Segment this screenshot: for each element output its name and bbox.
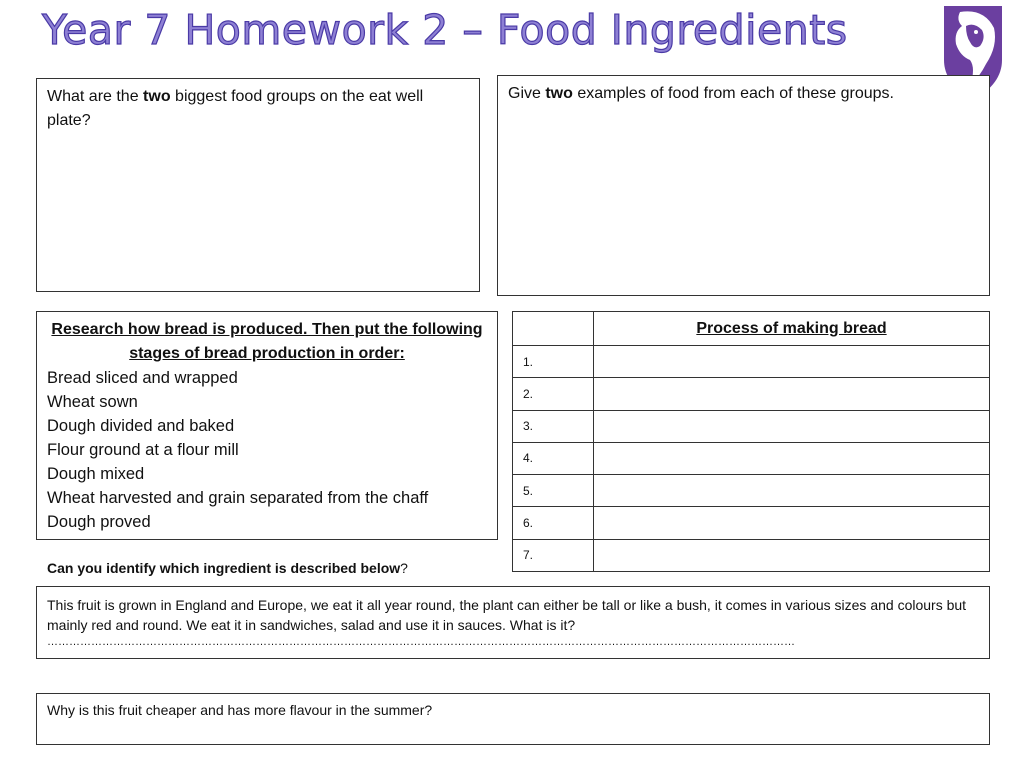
step-answer-cell[interactable] bbox=[594, 507, 990, 539]
groups-question-post: biggest food groups on the eat well plate? bbox=[47, 88, 424, 129]
bread-stage: Dough mixed bbox=[47, 465, 145, 483]
step-number: 1. bbox=[513, 346, 594, 378]
step-number: 6. bbox=[513, 507, 594, 539]
bread-stage: Dough proved bbox=[47, 513, 151, 531]
step-answer-cell[interactable] bbox=[594, 346, 990, 378]
step-answer-cell[interactable] bbox=[594, 378, 990, 410]
bread-stage: Dough divided and baked bbox=[47, 417, 235, 435]
table-header-process: Process of making bread bbox=[594, 312, 990, 346]
table-row bbox=[513, 410, 990, 442]
examples-question-bold: two bbox=[545, 85, 573, 102]
step-answer-cell[interactable] bbox=[594, 442, 990, 474]
identify-ingredient-prompt bbox=[47, 560, 408, 576]
fruit-description-text: This fruit is grown in England and Europe, we eat it all year round, the plant can either be tall or like a bush, it comes in various sizes and colours but mainly red and round. We eat it in sandwiches, salad and use it in sauces. What is it? bbox=[47, 597, 967, 633]
table-row bbox=[513, 442, 990, 474]
table-header-blank bbox=[513, 312, 594, 346]
bread-stage: Wheat sown bbox=[47, 393, 138, 411]
examples-question-pre: Give bbox=[508, 85, 546, 102]
bread-process-table bbox=[512, 311, 990, 572]
step-answer-cell[interactable] bbox=[594, 539, 990, 571]
identify-tail: ? bbox=[400, 560, 408, 576]
research-heading: Research how bread is produced. Then put the following stages of bread production in order: bbox=[51, 321, 483, 362]
table-header-row bbox=[513, 312, 990, 346]
table-row bbox=[513, 475, 990, 507]
step-number: 4. bbox=[513, 442, 594, 474]
table-row bbox=[513, 507, 990, 539]
fruit-cheaper-question-box[interactable] bbox=[36, 693, 990, 745]
groups-question-bold: two bbox=[143, 88, 171, 105]
cheaper-question-text: Why is this fruit cheaper and has more flavour in the summer? bbox=[47, 702, 433, 718]
bread-stage: Flour ground at a flour mill bbox=[47, 441, 239, 459]
groups-question-pre: What are the bbox=[47, 88, 144, 105]
bread-stage: Wheat harvested and grain separated from the chaff bbox=[47, 489, 429, 507]
step-number: 2. bbox=[513, 378, 594, 410]
table-row bbox=[513, 539, 990, 571]
bread-stage: Bread sliced and wrapped bbox=[47, 369, 238, 387]
research-bread-box bbox=[36, 311, 498, 540]
fruit-description-box[interactable] bbox=[36, 586, 990, 659]
question-food-examples-box[interactable] bbox=[497, 75, 990, 296]
page-title: Year 7 Homework 2 – Food Ingredients bbox=[42, 6, 848, 54]
table-row bbox=[513, 346, 990, 378]
examples-question-post: examples of food from each of these groups. bbox=[572, 85, 894, 102]
identify-bold: Can you identify which ingredient is described below bbox=[47, 560, 401, 576]
step-number: 5. bbox=[513, 475, 594, 507]
step-number: 3. bbox=[513, 410, 594, 442]
step-answer-cell[interactable] bbox=[594, 475, 990, 507]
table-row bbox=[513, 378, 990, 410]
step-answer-cell[interactable] bbox=[594, 410, 990, 442]
question-food-groups-box[interactable] bbox=[36, 78, 480, 292]
answer-dotted-line: …………………………………………………………………………………………………………………………………………………………………………………… bbox=[47, 636, 795, 648]
step-number: 7. bbox=[513, 539, 594, 571]
